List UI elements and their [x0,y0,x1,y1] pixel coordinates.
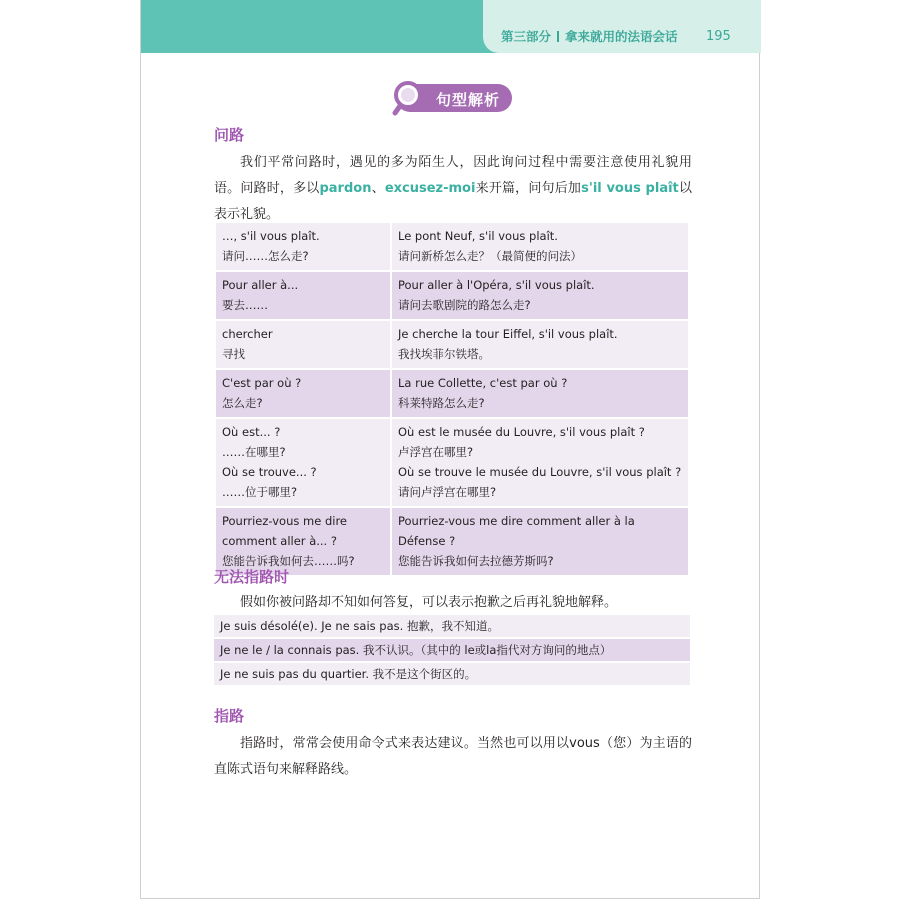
intro-text-2: 来开篇，问句后加 [475,181,582,196]
intro-text-3: 以表示礼貌。 [214,181,692,222]
example-cell [391,222,689,271]
pattern-cell [215,369,391,418]
table-row [215,418,689,507]
pattern-cell [215,418,391,507]
cell-line: chercher [222,327,273,341]
header-subtitle: 拿来就用的法语会话 [565,29,678,44]
header-separator [557,31,559,42]
keyword-excusez-moi: excusez-moi [384,181,476,196]
cell-line: 我找埃菲尔铁塔。 [398,347,490,361]
cell-line: …, s'il vous plaît. [222,229,320,243]
pattern-cell [215,320,391,369]
section-badge-label: 句型解析 [436,91,501,109]
pattern-cell [215,271,391,320]
pattern-cell [215,222,391,271]
keyword-pardon: pardon [319,181,372,196]
magnifier-icon [390,79,430,119]
header-part: 第三部分 [501,29,552,44]
unable-paragraph: 假如你被问路却不知如何答复，可以表示抱歉之后再礼貌地解释。 [240,595,618,610]
section-title-ask: 问路 [214,126,245,144]
cell-line: C'est par où ? [222,376,302,390]
section-title-guide: 指路 [214,707,245,725]
example-row: Je ne le / la connais pas. 我不认识。（其中的 le或la指代对方询问的地点） [214,639,690,661]
example-cell [391,320,689,369]
cell-line: ……位于哪里? [222,485,298,499]
cell-line: 请问……怎么走? [222,249,309,263]
book-page [140,0,760,899]
cell-line: 请问新桥怎么走？（最简便的问法） [398,249,582,263]
cell-line: Le pont Neuf, s'il vous plaît. [398,229,558,243]
table-row [215,320,689,369]
phrase-table [214,221,690,577]
example-cell [391,271,689,320]
cell-line: Où est... ? [222,425,281,439]
cell-line: 要去…… [222,298,268,312]
table-row [215,222,689,271]
example-cell [391,369,689,418]
cell-line: 请问卢浮宫在哪里? [398,485,497,499]
cell-line: La rue Collette, c'est par où ? [398,376,568,390]
cell-line: 寻找 [222,347,245,361]
table-row [215,271,689,320]
intro-separator: 、 [371,181,385,196]
cell-line: Je cherche la tour Eiffel, s'il vous plaît. [398,327,618,341]
example-row: Je ne suis pas du quartier. 我不是这个街区的。 [214,663,690,685]
cell-line: 怎么走? [222,396,263,410]
intro-paragraph [214,150,692,228]
cell-line: Pourriez-vous me dire [222,514,348,528]
intro-text-1: 我们平常问路时，遇见的多为陌生人，因此询问过程中需要注意使用礼貌用语。问路时，多以 [214,155,692,196]
example-row: Je suis désolé(e). Je ne sais pas. 抱歉，我不知道。 [214,615,690,637]
section-title-unable: 无法指路时 [214,568,290,586]
cell-line: 您能告诉我如何去……吗? [222,554,355,568]
table-row [215,369,689,418]
cell-line: 科莱特路怎么走? [398,396,485,410]
cell-line: Où se trouve le musée du Louvre, s'il vous plaît ? [398,465,682,479]
page-number: 195 [706,29,731,44]
keyword-sil-vous-plait: s'il vous plaît [581,181,679,196]
cell-line: Pour aller à l'Opéra, s'il vous plaît. [398,278,595,292]
cell-line: comment aller à... ? [222,534,337,548]
cell-line: 请问去歌剧院的路怎么走? [398,298,531,312]
cell-line: Où se trouve... ? [222,465,317,479]
cell-line: 您能告诉我如何去拉德芳斯吗? [398,554,554,568]
cell-line: 卢浮宫在哪里? [398,445,474,459]
example-cell [391,507,689,576]
running-header [501,27,678,45]
cell-line: ……在哪里? [222,445,286,459]
cell-line: Pour aller à... [222,278,299,292]
example-cell [391,418,689,507]
cell-line: Pourriez-vous me dire comment aller à la Défense ? [398,514,635,548]
guide-paragraph: 指路时，常常会使用命令式来表达建议。当然也可以用以vous（您）为主语的直陈式语句来解释路线。 [214,736,692,777]
cell-line: Où est le musée du Louvre, s'il vous plaît ? [398,425,645,439]
example-list [214,615,690,687]
